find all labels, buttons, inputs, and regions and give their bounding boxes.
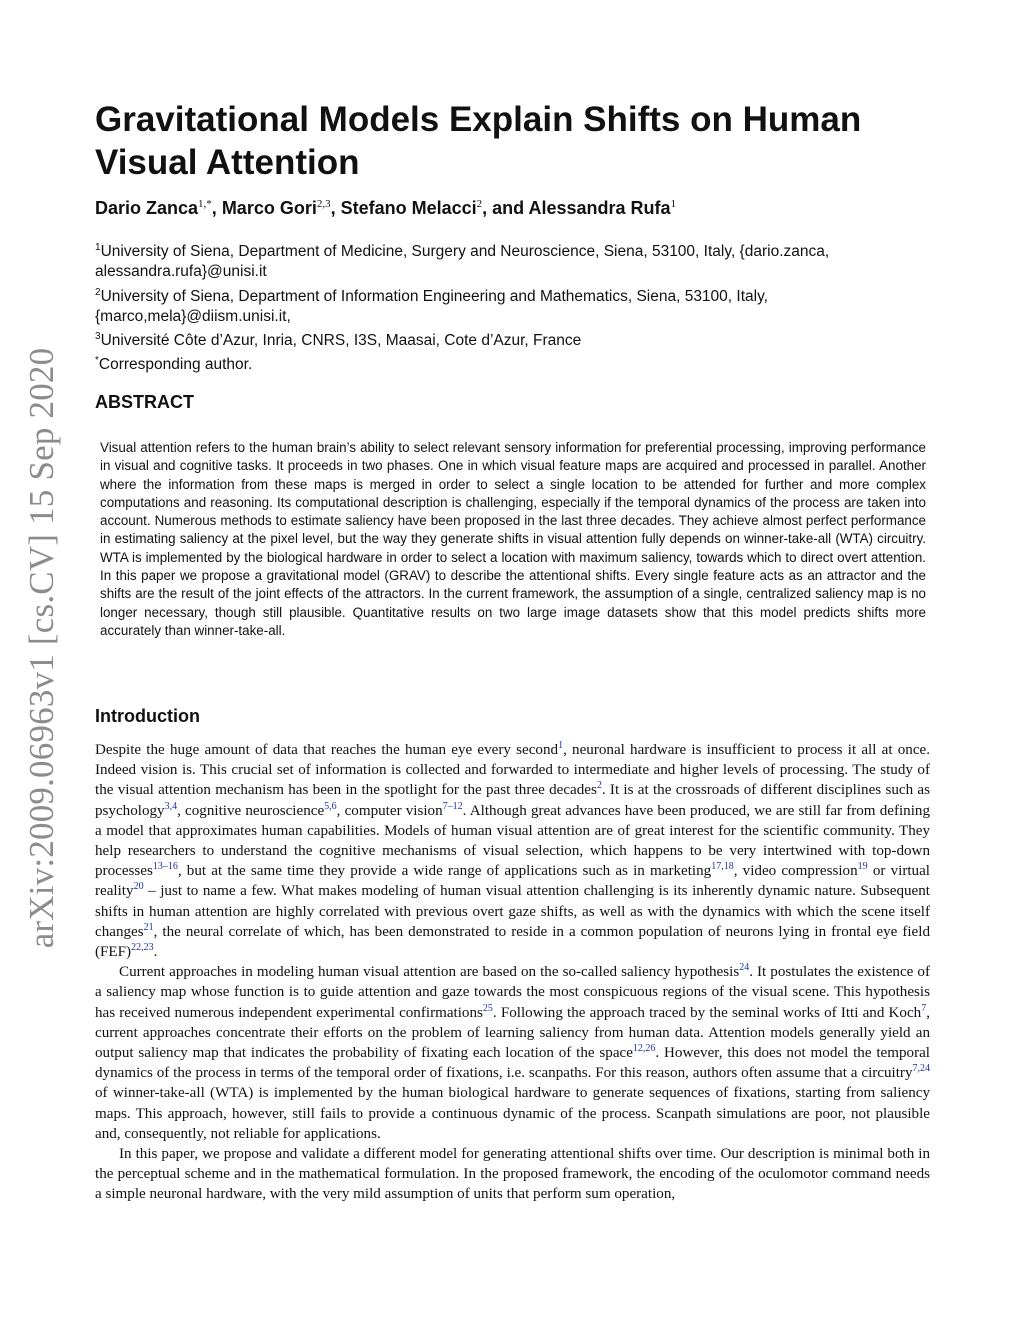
paragraph-text: – just to name a few. What makes modeling of human visual attention challenging is its inherently dynamic nature. Subsequent shifts in human attention are highly correlated with previous overt gaze shifts, as well as with the dynamics with which the scene itself changes [95,883,930,940]
citation-link[interactable]: 24 [739,962,750,974]
citation-link[interactable]: 21 [143,921,154,933]
paragraph-text: Current approaches in modeling human visual attention are based on the so-called saliency hypothesis [119,964,740,981]
affiliation-line [95,327,925,351]
abstract-text: Visual attention refers to the human brain’s ability to select relevant sensory information for preferential processing, improving performance in visual and cognitive tasks. It proceeds in two phases. One in which visual feature maps are acquired and processed in parallel. Another where the information from these maps is merged in order to select a single location to be attended for further and more complex computations and reasoning. Its computational description is challenging, especially if the temporal dynamics of the process are taken into account. Numerous methods to estimate saliency have been proposed in the last three decades. They achieve almost perfect performance in estimating saliency at the pixel level, but the way they generate shifts in visual attention fully depends on winner-take-all (WTA) circuitry. WTA is implemented by the biological hardware in order to select a location with maximum saliency, towards which to direct overt attention. In this paper we propose a gravitational model (GRAV) to describe the attentional shifts. Every single feature acts as an attractor and the shifts are the result of the joint effects of the attractors. In the current framework, the assumption of a single, centralized saliency map is no longer necessary, though still plausible. Quantitative results on two large image datasets show that this model predicts shifts more accurately than winner-take-all. [100,440,926,638]
citation-link[interactable]: 7–12 [442,800,463,812]
paper-title: Gravitational Models Explain Shifts on Human Visual Attention [95,100,862,182]
paragraph-text: of winner-take-all (WTA) is implemented by the human biological hardware to generate sequences of fixations, starting from saliency maps. This approach, however, still fails to provide a continuous dynamic of the process. Scanpath simulations are poor, not plausible and, consequently, not reliable for applications. [95,1085,930,1142]
author-affiliation-mark: 2,3 [316,198,331,210]
citation-link[interactable]: 13–16 [152,861,178,873]
paragraph-text: . However, this does not model the temporal dynamics of the process in terms of the temporal order of fixations, i.e. scanpaths. For this reason, authors often assume that a circuitry [95,1045,930,1082]
paragraph-text: , current approaches concentrate their efforts on the problem of learning saliency from human data. Attention models generally yield an output saliency map that indicates the probability of fixating each location of the space [95,1004,930,1062]
author-name: Alessandra Rufa [528,198,671,218]
paragraph-text: , but at the same time they provide a wide range of applications such as in marketing [177,863,712,880]
affiliation-line [95,351,925,375]
affiliation-line [95,283,925,328]
author-affiliation-mark: 2 [476,198,483,210]
paragraph-text: . It is at the crossroads of different disciplines such as psychology [95,782,930,819]
paragraph-text: or virtual reality [95,863,930,900]
citation-link[interactable]: 5,6 [324,800,337,812]
citation-link[interactable]: 3,4 [164,800,178,812]
introduction-body [95,740,930,1205]
affiliation-line [95,238,925,283]
paragraph-text: . It postulates the existence of a saliency map whose function is to guide attention and gaze towards the most conspicuous regions of the visual scene. This hypothesis has received numerous independent experimental confirmations [95,964,930,1021]
citation-link[interactable]: 12,26 [632,1043,656,1055]
citation-link[interactable]: 22,23 [131,942,154,953]
author-separator: , [330,198,341,218]
author-name: Dario Zanca [95,198,199,218]
citation-link[interactable]: 2 [596,780,602,792]
affiliation-text: Corresponding author. [98,356,253,374]
affiliation-mark: * [95,355,99,367]
affiliation-list [95,238,925,376]
paragraph-text: , computer vision [336,802,443,819]
introduction-heading: Introduction [95,706,200,726]
paragraph-text: , cognitive neuroscience [177,802,325,819]
affiliation-text: University of Siena, Department of Medicine, Surgery and Neuroscience, Siena, 53100, Italy, {dario.zanca, alessandra.rufa}@unisi.it [95,243,830,281]
author-list [95,192,945,220]
author-name: Stefano Melacci [340,198,477,218]
paragraph-text: In this paper, we propose and validate a different model for generating attentional shifts over time. Our description is minimal both in the perceptual scheme and in the mathematical formulation. In the proposed framework, the encoding of the oculomotor command needs a simple neuronal hardware, with the very mild assumption of units that perform sum operation, [95,1146,930,1203]
author-name: Marco Gori [221,198,317,218]
citation-link[interactable]: 20 [133,881,144,893]
citation-link[interactable]: 19 [857,861,868,873]
paragraph-text: . Although great advances have been produced, we are still far from defining a model that approximates human capabilities. Models of human visual attention are of great interest for the scientific community. They help researchers to understand the cognitive mechanisms of visual selection, which happens to be very intertwined with top-down processes [95,802,930,880]
affiliation-text: University of Siena, Department of Information Engineering and Mathematics, Siena, 53100, Italy, {marco,mela}@diism.unisi.it, [95,287,768,325]
body-paragraph [95,1144,930,1205]
citation-link[interactable]: 25 [482,1002,493,1014]
body-paragraph [95,740,930,962]
author-separator: , [211,198,222,218]
citation-link[interactable]: 7,24 [912,1063,930,1075]
author-separator: , and [482,198,529,218]
arxiv-side-stamp [18,347,66,949]
author-affiliation-mark: 1 [670,198,677,210]
citation-link[interactable]: 17,18 [711,861,734,873]
arxiv-id-text: arXiv:2009.06963v1 [cs.CV] 15 Sep 2020 [22,347,61,949]
affiliation-text: Université Côte d’Azur, Inria, CNRS, I3S, Maasai, Cote d’Azur, France [100,332,582,350]
abstract-heading: ABSTRACT [95,392,194,412]
paragraph-text: . [153,944,158,961]
body-paragraph [95,962,930,1144]
paragraph-text: . Following the approach traced by the seminal works of Itti and Koch [492,1004,922,1021]
affiliation-mark: 2 [95,286,101,298]
citation-link[interactable]: 1 [558,739,564,751]
affiliation-mark: 3 [95,331,101,343]
citation-link[interactable]: 7 [921,1002,927,1014]
paragraph-text: , video compression [733,863,858,880]
paragraph-text: , the neural correlate of which, has been demonstrated to reside in a common population of neurons lying in frontal eye field (FEF) [95,923,930,961]
author-affiliation-mark: 1,* [198,198,212,210]
affiliation-mark: 1 [95,242,101,253]
paragraph-text: , neuronal hardware is insufficient to process it all at once. Indeed vision is. This crucial set of information is collected and forwarded to intermediate and higher levels of processing. The study of the visual attention mechanism has been in the spotlight for the past three decades [95,742,930,799]
paragraph-text: Despite the huge amount of data that reaches the human eye every second [95,742,559,758]
